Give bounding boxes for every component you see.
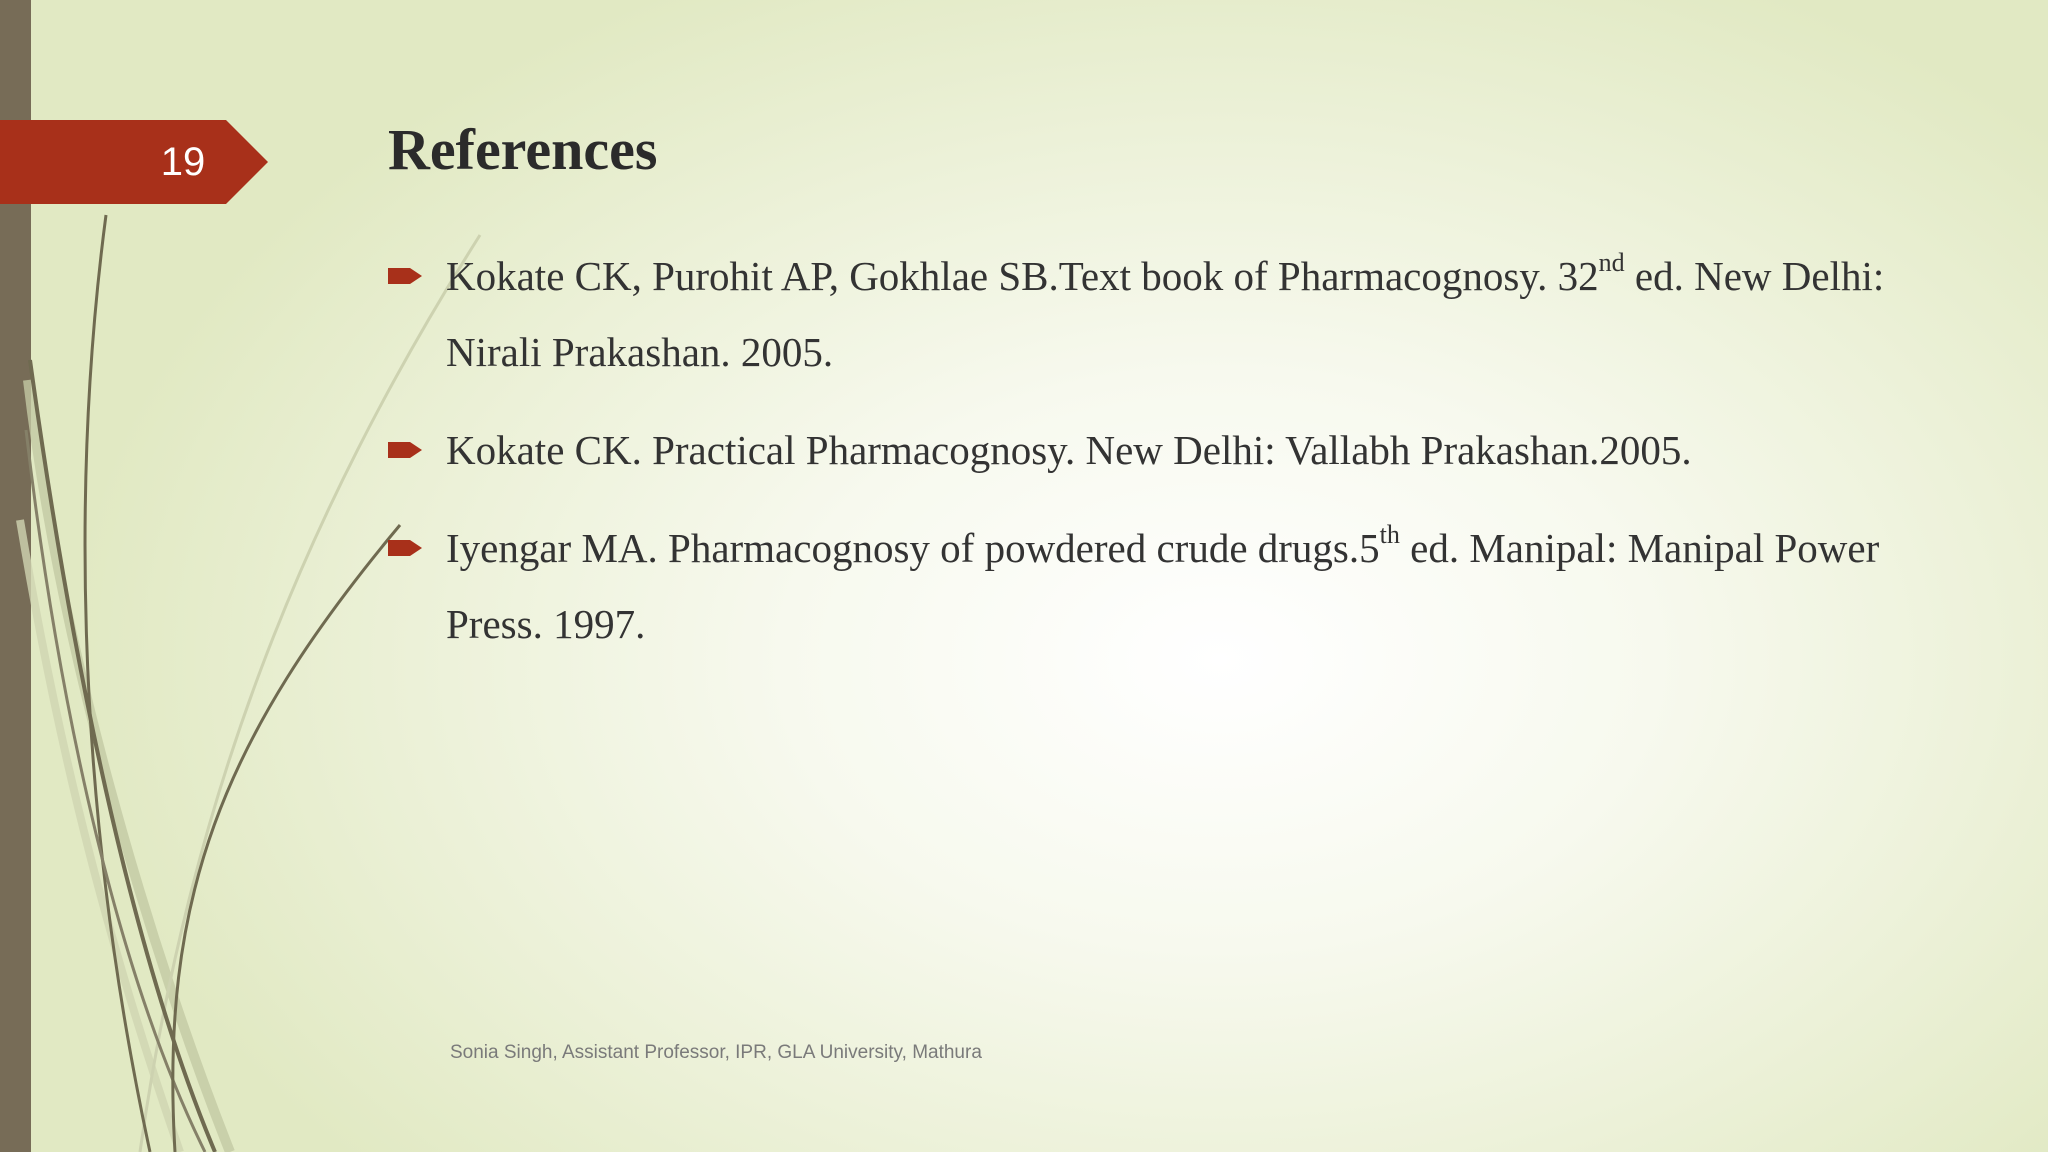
page-number-badge — [0, 120, 268, 204]
page-number: 19 — [160, 139, 206, 184]
reference-text: Kokate CK. Practical Pharmacognosy. New Delhi: Vallabh Prakashan.2005. — [446, 427, 1692, 473]
reference-text: Kokate CK, Purohit AP, Gokhlae SB.Text book of Pharmacognosy. 32 — [446, 253, 1599, 299]
reference-superscript: nd — [1598, 248, 1625, 278]
reference-text-cont: ed. New Delhi: Nirali Prakashan. 2005. — [446, 253, 1885, 375]
reference-item — [388, 238, 1948, 390]
arrow-bullet-icon — [388, 262, 424, 290]
reference-text: Iyengar MA. Pharmacognosy of powdered crude drugs.5 — [446, 525, 1380, 571]
reference-item — [388, 412, 1948, 488]
reference-superscript: th — [1379, 520, 1400, 550]
arrow-bullet-icon — [388, 534, 424, 562]
arrow-bullet-icon — [388, 436, 424, 464]
references-list — [388, 238, 1948, 684]
footer-author: Sonia Singh, Assistant Professor, IPR, GLA University, Mathura — [450, 1042, 982, 1063]
reference-text-cont: ed. Manipal: Manipal Power Press. 1997. — [446, 525, 1880, 647]
reference-item — [388, 510, 1948, 662]
slide-title: References — [388, 117, 658, 182]
